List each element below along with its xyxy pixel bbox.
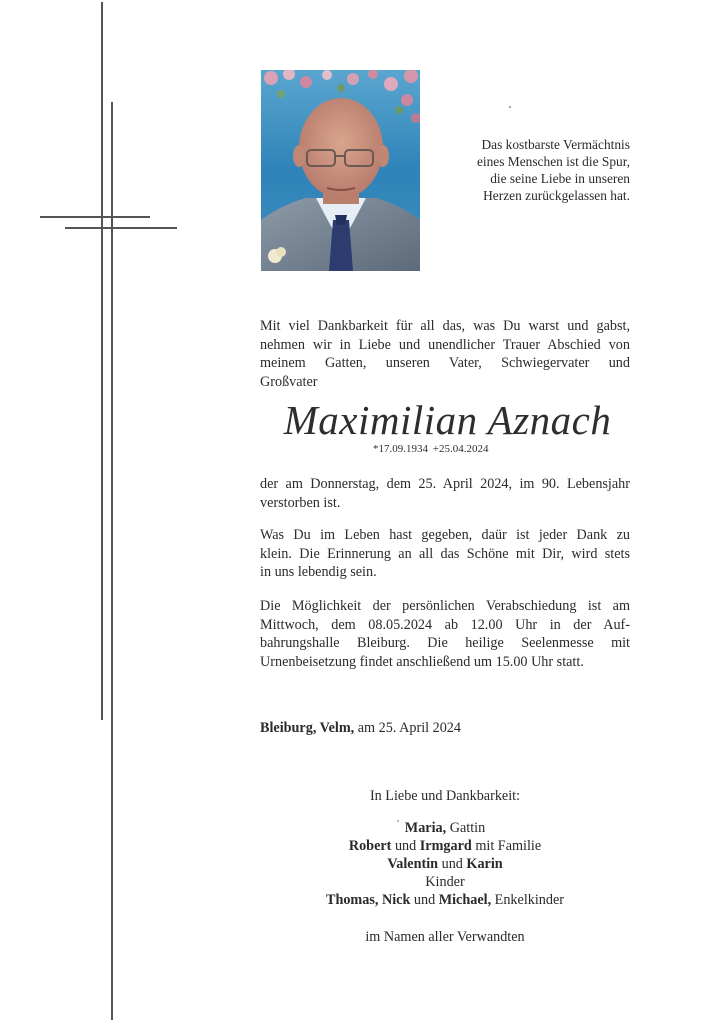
quote-line: die seine Liebe in unseren xyxy=(490,171,630,186)
intro-line: meinem Gatten, unseren Vater, Schwiegervater und xyxy=(260,355,630,371)
deceased-name: Maximilian Aznach xyxy=(283,397,612,443)
place-date xyxy=(260,720,461,737)
tribute-paragraph xyxy=(260,526,630,582)
cross-horizontal-bottom xyxy=(65,227,177,229)
tribute-line: klein. Die Erinnerung an all das Schöne mit Dir, wird stets xyxy=(260,545,630,562)
grandchildren-names: Thomas, Nick xyxy=(325,892,411,908)
quote-line: eines Menschen ist die Spur, xyxy=(476,154,630,169)
conjunction: und xyxy=(413,892,436,908)
place: Bleiburg, Velm, xyxy=(260,720,355,736)
cross-horizontal-top xyxy=(40,216,150,218)
spouse-name: Maria, xyxy=(404,820,447,836)
family-suffix: mit Familie xyxy=(475,838,542,854)
service-paragraph xyxy=(260,597,630,671)
cross-vertical-left xyxy=(101,2,103,720)
quote-line: Herzen zurückgelassen hat. xyxy=(483,188,630,203)
service-line: Die Möglichkeit der persönlichen Verabschiedung ist am xyxy=(260,598,630,614)
intro-paragraph xyxy=(260,317,630,391)
mourner-grandchildren xyxy=(260,890,630,910)
child-partner-name: Irmgard xyxy=(419,838,472,854)
intro-line: Mit viel Dankbarkeit für all das, was Du warst und gabst, xyxy=(260,318,630,334)
date: am 25. April 2024 xyxy=(357,720,461,736)
conjunction: und xyxy=(441,856,463,872)
closing-line: im Namen aller Verwandten xyxy=(365,929,525,945)
mourner-children-line-2 xyxy=(260,854,630,874)
child-partner-name: Karin xyxy=(466,856,503,872)
mourner-spouse xyxy=(260,818,630,838)
life-dates: *17.09.1934 +25.04.2024 xyxy=(373,443,489,455)
mourner-children-line-1 xyxy=(260,836,630,856)
tribute-line: in uns lebendig sein. xyxy=(260,564,377,580)
grandchildren-label: Enkelkinder xyxy=(494,892,565,908)
service-line: Urnenbeisetzung findet anschließend um 15.00 Uhr statt. xyxy=(260,653,584,670)
children-label: Kinder xyxy=(425,874,465,890)
memorial-quote xyxy=(430,136,630,204)
mourners-heading: In Liebe und Dankbarkeit: xyxy=(369,788,521,804)
tribute-line: Was Du im Leben hast gegeben, daür ist jeder Dank zu xyxy=(260,527,630,543)
quote-line: Das kostbarste Vermächtnis xyxy=(481,137,630,152)
intro-line: nehmen wir in Liebe und unendlicher Trauer Abschied von xyxy=(260,336,630,353)
grandchild-last-name: Michael, xyxy=(438,892,492,908)
spouse-role: Gattin xyxy=(449,820,486,836)
child-name: Robert xyxy=(348,838,392,854)
scan-speck xyxy=(397,820,399,822)
portrait-photo xyxy=(261,70,420,271)
scan-speck xyxy=(509,106,511,108)
death-notice-paragraph xyxy=(260,475,630,512)
service-line: bahrungshalle Bleiburg. Die heilige Seelenmesse mit xyxy=(260,635,630,651)
intro-line: Großvater xyxy=(260,373,318,390)
child-name: Valentin xyxy=(387,856,439,872)
cross-vertical-right xyxy=(111,102,113,1020)
service-line: Mittwoch, dem 08.05.2024 ab 12.00 Uhr in der Auf- xyxy=(260,616,630,633)
death-notice-line: der am Donnerstag, dem 25. April 2024, im 90. Lebensjahr xyxy=(260,476,630,492)
death-notice-line: verstorben ist. xyxy=(260,494,341,511)
conjunction: und xyxy=(394,838,417,854)
